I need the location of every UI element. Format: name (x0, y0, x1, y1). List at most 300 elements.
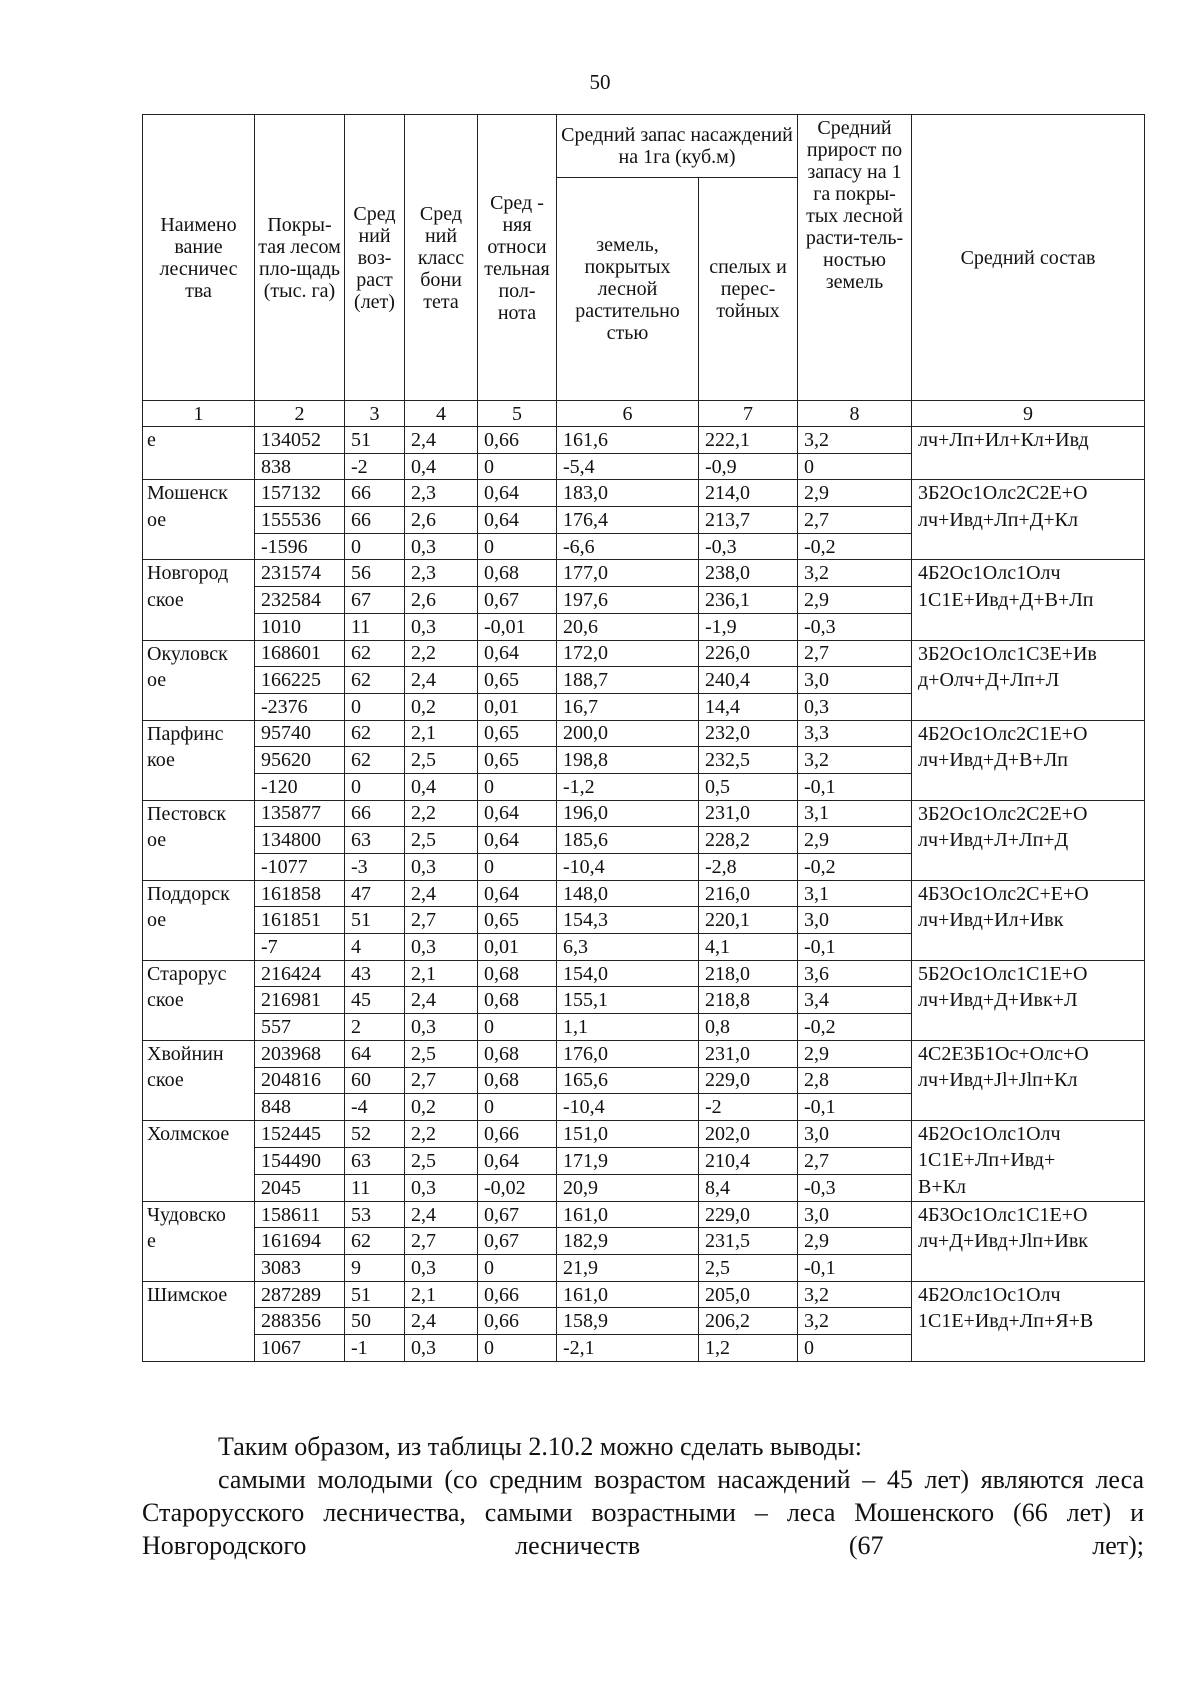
forestry-name: Пестовск ое (143, 800, 255, 880)
composition-cell: 4С2Е3Б1Ос+Олс+О лч+Ивд+Jl+Jlп+Кл (912, 1040, 1145, 1120)
table-cell: 0 (478, 1255, 557, 1282)
table-cell: 0,64 (478, 507, 557, 534)
column-number: 4 (405, 401, 478, 427)
table-cell: 2,7 (798, 507, 912, 534)
forestry-name: Новгород ское (143, 560, 255, 640)
table-cell: 1,2 (699, 1335, 798, 1362)
table-cell: -7 (255, 934, 345, 961)
table-cell: 3,1 (798, 880, 912, 907)
table-cell: 203968 (255, 1040, 345, 1067)
table-cell: 2,2 (405, 640, 478, 667)
table-cell: 0,67 (478, 1228, 557, 1255)
column-number: 5 (478, 401, 557, 427)
table-row (143, 1120, 1145, 1147)
table-row (143, 1281, 1145, 1308)
table-cell: 134800 (255, 827, 345, 854)
table-cell: 2,7 (405, 907, 478, 934)
table-cell: 287289 (255, 1281, 345, 1308)
table-cell: 166225 (255, 667, 345, 694)
table-cell: 0 (478, 1094, 557, 1121)
table-cell: 0,68 (478, 1040, 557, 1067)
table-cell: 2,9 (798, 827, 912, 854)
table-row (143, 1040, 1145, 1067)
forestry-name: Поддорск ое (143, 880, 255, 960)
table-cell: 213,7 (699, 507, 798, 534)
table-cell: 0,4 (405, 453, 478, 480)
table-cell: 0,68 (478, 987, 557, 1014)
table-cell: 154490 (255, 1147, 345, 1174)
composition-cell: 4Б2Ос1Олс1Олч 1С1Е+Лп+Ивд+ В+Кл (912, 1120, 1145, 1201)
table-cell: -0,1 (798, 1094, 912, 1121)
table-cell: 60 (345, 1067, 405, 1094)
table-cell: 222,1 (699, 427, 798, 454)
table-cell: 14,4 (699, 693, 798, 720)
composition-cell: 4Б2Ос1Олс1Олч 1С1Е+Ивд+Д+В+Лп (912, 560, 1145, 640)
column-number: 3 (345, 401, 405, 427)
forestry-table (142, 114, 1145, 1362)
forestry-name: Холмское (143, 1120, 255, 1201)
table-cell: 0,67 (478, 587, 557, 614)
header-stock-covered: земель, покрытых лесной растительно стью (557, 178, 699, 401)
table-cell: -2 (699, 1094, 798, 1121)
table-cell: -5,4 (557, 453, 699, 480)
table-cell: -0,2 (798, 854, 912, 881)
table-cell: 0,01 (478, 934, 557, 961)
table-cell: 62 (345, 640, 405, 667)
table-cell: -3 (345, 854, 405, 881)
table-cell: 64 (345, 1040, 405, 1067)
table-cell: 2,5 (699, 1255, 798, 1282)
table-cell: 158,9 (557, 1308, 699, 1335)
table-cell: 2,6 (405, 587, 478, 614)
composition-cell: 3Б2Ос1Олс1С3Е+Ив д+Олч+Д+Лп+Л (912, 640, 1145, 720)
forestry-name: Чудовско е (143, 1201, 255, 1281)
table-cell: 0,3 (405, 1014, 478, 1041)
table-cell: 0,3 (405, 854, 478, 881)
table-cell: -1,2 (557, 773, 699, 800)
table-cell: 0,4 (405, 773, 478, 800)
table-row (143, 1201, 1145, 1228)
table-cell: 63 (345, 827, 405, 854)
table-cell: 231,5 (699, 1228, 798, 1255)
header-name: Наимено вание лесничес тва (143, 115, 255, 401)
table-cell: 148,0 (557, 880, 699, 907)
table-cell: 161,0 (557, 1281, 699, 1308)
forestry-name: Мошенск ое (143, 480, 255, 560)
table-cell: 2,4 (405, 1201, 478, 1228)
conclusion-intro: Таким образом, из таблицы 2.10.2 можно сделать выводы: (218, 1432, 862, 1461)
header-stock-mature: спелых и перес-тойных (699, 178, 798, 401)
table-cell: 134052 (255, 427, 345, 454)
table-cell: 0,68 (478, 1067, 557, 1094)
forestry-name: Окуловск ое (143, 640, 255, 720)
table-cell: 188,7 (557, 667, 699, 694)
table-cell: 0,3 (405, 1174, 478, 1201)
table-cell: -0,1 (798, 934, 912, 961)
table-cell: 231,0 (699, 800, 798, 827)
table-cell: 2,4 (405, 667, 478, 694)
table-cell: 151,0 (557, 1120, 699, 1147)
table-row (143, 640, 1145, 667)
table-cell: 2045 (255, 1174, 345, 1201)
table-cell: 1010 (255, 613, 345, 640)
table-cell: 67 (345, 587, 405, 614)
header-bonitet: Сред ний класс бони тета (405, 115, 478, 401)
table-cell: 216,0 (699, 880, 798, 907)
table-cell: 2,6 (405, 507, 478, 534)
table-cell: -4 (345, 1094, 405, 1121)
table-cell: 176,4 (557, 507, 699, 534)
table-cell: 0 (478, 453, 557, 480)
table-cell: 0,65 (478, 720, 557, 747)
table-cell: 2,1 (405, 720, 478, 747)
table-cell: 2,9 (798, 587, 912, 614)
table-cell: -2,1 (557, 1335, 699, 1362)
table-cell: 16,7 (557, 693, 699, 720)
table-cell: 288356 (255, 1308, 345, 1335)
table-cell: 154,0 (557, 960, 699, 987)
table-cell: 3,0 (798, 1120, 912, 1147)
table-cell: 20,9 (557, 1174, 699, 1201)
table-cell: 0,8 (699, 1014, 798, 1041)
table-cell: 185,6 (557, 827, 699, 854)
column-number-row (143, 401, 1145, 427)
table-cell: 51 (345, 427, 405, 454)
table-row (143, 427, 1145, 454)
table-cell: 2,4 (405, 427, 478, 454)
table-cell: 157132 (255, 480, 345, 507)
table-cell: 0,3 (798, 693, 912, 720)
table-cell: -1,9 (699, 613, 798, 640)
table-cell: 2,3 (405, 480, 478, 507)
table-cell: 0,3 (405, 1335, 478, 1362)
table-cell: -10,4 (557, 1094, 699, 1121)
table-cell: -0,2 (798, 1014, 912, 1041)
table-cell: 557 (255, 1014, 345, 1041)
table-cell: 0,2 (405, 693, 478, 720)
table-cell: 161858 (255, 880, 345, 907)
table-cell: 177,0 (557, 560, 699, 587)
header-area: Покры-тая лесом пло-щадь (тыс. га) (255, 115, 345, 401)
table-cell: 0,64 (478, 800, 557, 827)
table-cell: 0,3 (405, 613, 478, 640)
table-cell: 2,7 (405, 1228, 478, 1255)
table-cell: 198,8 (557, 747, 699, 774)
table-cell: 3,2 (798, 560, 912, 587)
table-cell: 2,4 (405, 880, 478, 907)
table-cell: 0 (478, 533, 557, 560)
table-cell: 158611 (255, 1201, 345, 1228)
table-cell: 3,1 (798, 800, 912, 827)
table-cell: 53 (345, 1201, 405, 1228)
table-cell: 218,8 (699, 987, 798, 1014)
table-body (143, 427, 1145, 1362)
table-cell: 216981 (255, 987, 345, 1014)
table-cell: 202,0 (699, 1120, 798, 1147)
table-cell: 2,9 (798, 1228, 912, 1255)
table-cell: 11 (345, 613, 405, 640)
table-cell: 220,1 (699, 907, 798, 934)
table-cell: -1596 (255, 533, 345, 560)
table-cell: 183,0 (557, 480, 699, 507)
table-cell: -10,4 (557, 854, 699, 881)
table-cell: 155536 (255, 507, 345, 534)
table-cell: -0,01 (478, 613, 557, 640)
table-cell: 0 (798, 1335, 912, 1362)
table-cell: 214,0 (699, 480, 798, 507)
table-cell: 62 (345, 667, 405, 694)
table-cell: 51 (345, 1281, 405, 1308)
table-cell: 2,4 (405, 1308, 478, 1335)
table-cell: 200,0 (557, 720, 699, 747)
table-cell: 229,0 (699, 1067, 798, 1094)
column-number: 7 (699, 401, 798, 427)
table-cell: 152445 (255, 1120, 345, 1147)
table-cell: 165,6 (557, 1067, 699, 1094)
table-cell: -6,6 (557, 533, 699, 560)
table-cell: 176,0 (557, 1040, 699, 1067)
table-cell: 2,5 (405, 827, 478, 854)
header-stock-group: Средний запас насаждений на 1га (куб.м) (557, 115, 798, 178)
table-cell: 172,0 (557, 640, 699, 667)
table-cell: 0,65 (478, 907, 557, 934)
table-cell: 20,6 (557, 613, 699, 640)
composition-cell: 5Б2Ос1Олс1С1Е+О лч+Ивд+Д+Ивк+Л (912, 960, 1145, 1040)
table-cell: -0,1 (798, 773, 912, 800)
table-cell: -1077 (255, 854, 345, 881)
composition-cell: 4Б2Олс1Ос1Олч 1С1Е+Ивд+Лп+Я+В (912, 1281, 1145, 1361)
table-cell: 0 (345, 533, 405, 560)
table-cell: 0,68 (478, 560, 557, 587)
table-cell: 210,4 (699, 1147, 798, 1174)
table-row (143, 880, 1145, 907)
table-cell: 0 (478, 773, 557, 800)
table-cell: 232584 (255, 587, 345, 614)
table-cell: 2,5 (405, 747, 478, 774)
table-cell: 155,1 (557, 987, 699, 1014)
table-cell: -0,3 (798, 1174, 912, 1201)
composition-cell: 3Б2Ос1Олс2С2Е+О лч+Ивд+Л+Лп+Д (912, 800, 1145, 880)
table-cell: 9 (345, 1255, 405, 1282)
column-number: 6 (557, 401, 699, 427)
table-cell: 63 (345, 1147, 405, 1174)
table-cell: -0,3 (798, 613, 912, 640)
table-cell: -2376 (255, 693, 345, 720)
table-cell: 0,65 (478, 747, 557, 774)
table-cell: 196,0 (557, 800, 699, 827)
conclusion-paragraph: самыми молодыми (со средним возрастом насаждений – 45 лет) являются леса Старорусского лесничества, самыми возрастными – леса Мошенского (66 лет) и Новгородского лесничеств (67 лет); (142, 1465, 1144, 1561)
table-cell: 171,9 (557, 1147, 699, 1174)
table-cell: 4 (345, 934, 405, 961)
table-cell: -0,3 (699, 533, 798, 560)
table-cell: 62 (345, 1228, 405, 1255)
table-cell: 2,1 (405, 960, 478, 987)
table-cell: -0,9 (699, 453, 798, 480)
table-cell: -1 (345, 1335, 405, 1362)
table-cell: 0 (798, 453, 912, 480)
table-cell: -2 (345, 453, 405, 480)
table-cell: 3,2 (798, 1308, 912, 1335)
table-cell: 0,64 (478, 880, 557, 907)
table-cell: 2,9 (798, 1040, 912, 1067)
table-cell: 232,0 (699, 720, 798, 747)
table-cell: 0 (345, 773, 405, 800)
table-cell: 3083 (255, 1255, 345, 1282)
conclusion-text (142, 1430, 1144, 1562)
table-cell: 0,3 (405, 934, 478, 961)
table-cell: 56 (345, 560, 405, 587)
table-cell: 2,9 (798, 480, 912, 507)
composition-cell: 4Б3Ос1Олс1С1Е+О лч+Д+Ивд+Jlп+Ивк (912, 1201, 1145, 1281)
table-cell: 2,7 (405, 1067, 478, 1094)
table-cell: 168601 (255, 640, 345, 667)
table-cell: 0,66 (478, 1308, 557, 1335)
table-cell: 0,67 (478, 1201, 557, 1228)
table-cell: -0,1 (798, 1255, 912, 1282)
table-cell: 204816 (255, 1067, 345, 1094)
table-cell: 3,0 (798, 907, 912, 934)
table-cell: 51 (345, 907, 405, 934)
table-cell: 848 (255, 1094, 345, 1121)
table-cell: 0,01 (478, 693, 557, 720)
table-cell: 0,68 (478, 960, 557, 987)
forestry-name: Старорус ское (143, 960, 255, 1040)
table-cell: 161694 (255, 1228, 345, 1255)
table-cell: 0,65 (478, 667, 557, 694)
table-cell: 2,2 (405, 800, 478, 827)
table-cell: 66 (345, 507, 405, 534)
table-cell: -0,2 (798, 533, 912, 560)
table-cell: 231574 (255, 560, 345, 587)
table-cell: 0,66 (478, 1120, 557, 1147)
header-growth: Средний прирост по запасу на 1 га покры-тых лесной расти-тель-ностью земель (798, 115, 912, 401)
table-cell: 8,4 (699, 1174, 798, 1201)
table-cell: 47 (345, 880, 405, 907)
table-cell: 228,2 (699, 827, 798, 854)
table-cell: 0,64 (478, 640, 557, 667)
forestry-name: Шимское (143, 1281, 255, 1361)
table-cell: 240,4 (699, 667, 798, 694)
table-cell: 52 (345, 1120, 405, 1147)
table-cell: -120 (255, 773, 345, 800)
table-cell: 2,1 (405, 1281, 478, 1308)
table-cell: 2,7 (798, 1147, 912, 1174)
table-cell: 0,64 (478, 1147, 557, 1174)
header-age: Сред ний воз-раст (лет) (345, 115, 405, 401)
composition-cell: 3Б2Ос1Олс2С2Е+О лч+Ивд+Лп+Д+Кл (912, 480, 1145, 560)
table-cell: 66 (345, 480, 405, 507)
table-row (143, 960, 1145, 987)
table-cell: 2,3 (405, 560, 478, 587)
table-cell: 1,1 (557, 1014, 699, 1041)
table-row (143, 560, 1145, 587)
table-cell: 0,5 (699, 773, 798, 800)
table-cell: 95740 (255, 720, 345, 747)
column-number: 2 (255, 401, 345, 427)
table-cell: 0 (345, 693, 405, 720)
table-cell: 226,0 (699, 640, 798, 667)
table-cell: 4,1 (699, 934, 798, 961)
table-cell: 161,0 (557, 1201, 699, 1228)
table-cell: 1067 (255, 1335, 345, 1362)
table-cell: 0,64 (478, 827, 557, 854)
table-cell: 6,3 (557, 934, 699, 961)
table-cell: 95620 (255, 747, 345, 774)
table-row (143, 480, 1145, 507)
table-cell: 3,0 (798, 667, 912, 694)
table-cell: 0 (478, 1335, 557, 1362)
table-cell: 3,0 (798, 1201, 912, 1228)
column-number: 8 (798, 401, 912, 427)
table-cell: 206,2 (699, 1308, 798, 1335)
table-cell: 0,3 (405, 533, 478, 560)
table-cell: 0 (478, 1014, 557, 1041)
table-cell: 2,2 (405, 1120, 478, 1147)
table-cell: 50 (345, 1308, 405, 1335)
table-cell: -0,02 (478, 1174, 557, 1201)
table-cell: 43 (345, 960, 405, 987)
table-cell: 232,5 (699, 747, 798, 774)
table-cell: 66 (345, 800, 405, 827)
header-composition: Средний состав (912, 115, 1145, 401)
table-cell: 216424 (255, 960, 345, 987)
page-number: 50 (589, 70, 611, 94)
table-cell: 2,8 (798, 1067, 912, 1094)
header-density: Сред - няя относи тельная пол-нота (478, 115, 557, 401)
table-row (143, 720, 1145, 747)
table-cell: 161,6 (557, 427, 699, 454)
table-cell: 62 (345, 720, 405, 747)
table-cell: 3,2 (798, 747, 912, 774)
table-cell: 218,0 (699, 960, 798, 987)
column-number: 1 (143, 401, 255, 427)
composition-cell: лч+Лп+Ил+Кл+Ивд (912, 427, 1145, 480)
table-cell: 0,2 (405, 1094, 478, 1121)
table-cell: 0,3 (405, 1255, 478, 1282)
table-cell: 154,3 (557, 907, 699, 934)
table-cell: 21,9 (557, 1255, 699, 1282)
table-cell: 2 (345, 1014, 405, 1041)
column-number: 9 (912, 401, 1145, 427)
table-cell: 0 (478, 854, 557, 881)
table-cell: 205,0 (699, 1281, 798, 1308)
table-cell: 2,7 (798, 640, 912, 667)
forestry-name: Парфинс кое (143, 720, 255, 800)
table-cell: 45 (345, 987, 405, 1014)
table-cell: 231,0 (699, 1040, 798, 1067)
table-cell: 238,0 (699, 560, 798, 587)
table-cell: 0,66 (478, 427, 557, 454)
table-cell: 182,9 (557, 1228, 699, 1255)
forestry-name: е (143, 427, 255, 480)
table-cell: 3,2 (798, 1281, 912, 1308)
composition-cell: 4Б2Ос1Олс2С1Е+О лч+Ивд+Д+В+Лп (912, 720, 1145, 800)
table-cell: 838 (255, 453, 345, 480)
forestry-name: Хвойнин ское (143, 1040, 255, 1120)
table-cell: 2,4 (405, 987, 478, 1014)
table-row (143, 800, 1145, 827)
table-cell: 2,5 (405, 1040, 478, 1067)
table-cell: 3,3 (798, 720, 912, 747)
table-cell: 135877 (255, 800, 345, 827)
table-cell: 11 (345, 1174, 405, 1201)
table-cell: 2,5 (405, 1147, 478, 1174)
table-cell: 197,6 (557, 587, 699, 614)
table-cell: 236,1 (699, 587, 798, 614)
table-cell: 0,64 (478, 480, 557, 507)
table-cell: 3,2 (798, 427, 912, 454)
table-cell: 62 (345, 747, 405, 774)
